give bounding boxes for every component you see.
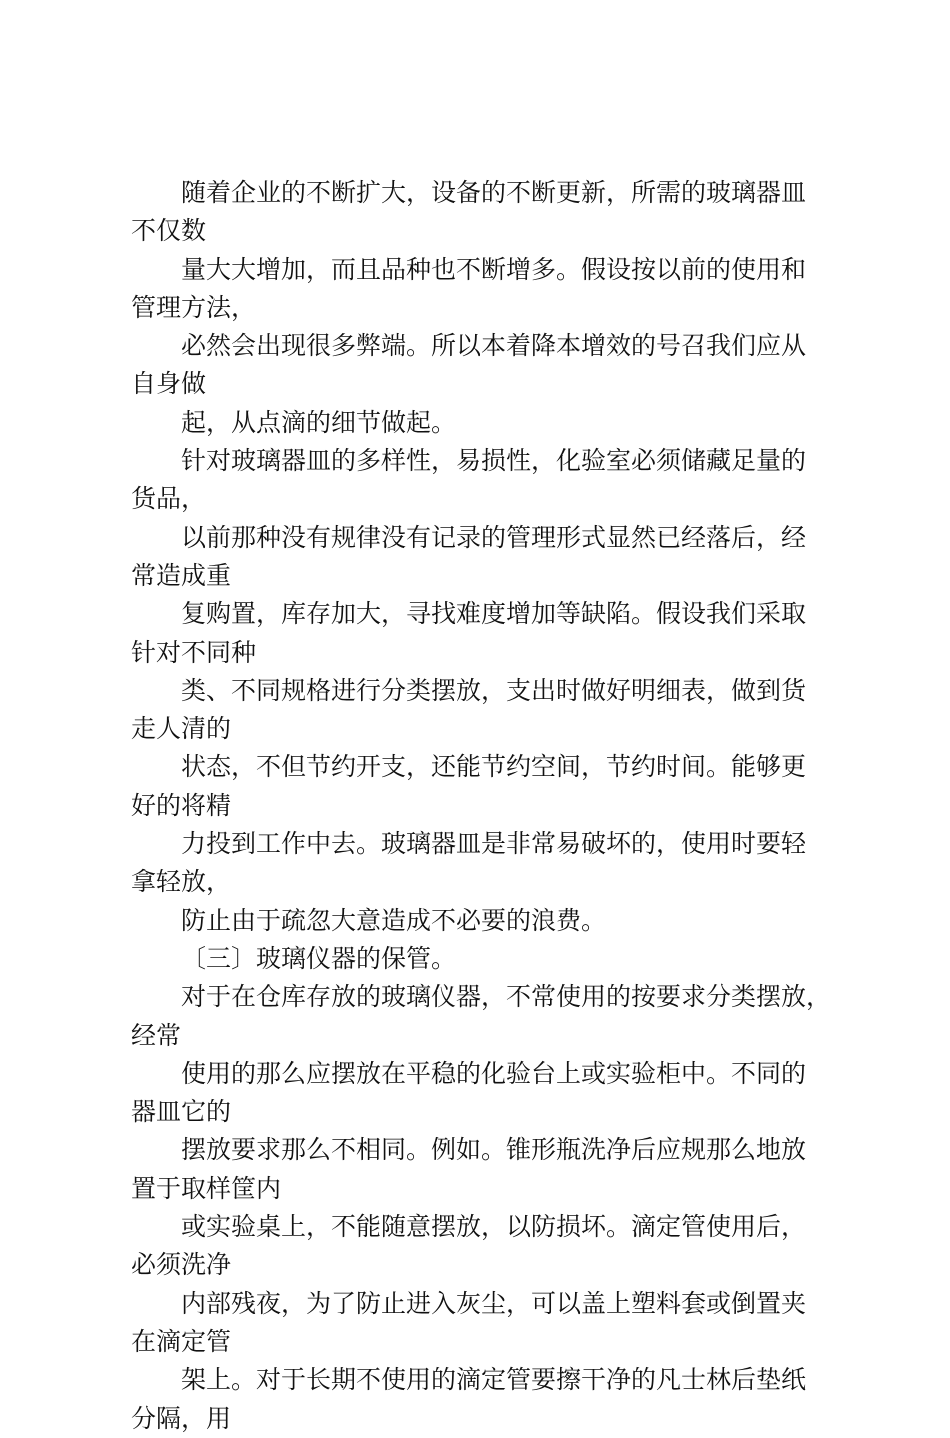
text-line: 状态，不但节约开支，还能节约空间，节约时间。能够更 [181, 752, 807, 782]
text-line: 或实验桌上，不能随意摆放，以防损坏。滴定管使用后， [181, 1212, 807, 1242]
text-line: 防止由于疏忽大意造成不必要的浪费。 [181, 905, 607, 935]
text-line: 管理方法， [131, 292, 257, 322]
text-line: 不仅数 [131, 216, 207, 246]
text-line: 置于取样筐内 [131, 1173, 282, 1203]
text-line: 针对玻璃器皿的多样性，易损性，化验室必须储藏足量的 [181, 446, 807, 476]
text-line: 针对不同种 [131, 637, 257, 667]
text-line: 以前那种没有规律没有记录的管理形式显然已经落后，经 [181, 522, 807, 552]
text-line: 对于在仓库存放的玻璃仪器，不常使用的按要求分类摆放， [181, 982, 832, 1012]
text-line: 自身做 [131, 369, 207, 399]
text-line: 必须洗净 [131, 1250, 232, 1280]
text-line: 分隔，用 [131, 1403, 232, 1433]
text-line: 必然会出现很多弊端。所以本着降本增效的号召我们应从 [181, 331, 807, 361]
text-line: 经常 [131, 1020, 182, 1050]
text-line: 走人清的 [131, 714, 232, 744]
text-line: 使用的那么应摆放在平稳的化验台上或实验柜中。不同的 [181, 1058, 807, 1088]
text-line: 随着企业的不断扩大，设备的不断更新，所需的玻璃器皿 [181, 178, 807, 207]
text-line: 摆放要求那么不相同。例如。锥形瓶洗净后应规那么地放 [181, 1135, 807, 1165]
text-line: 类、不同规格进行分类摆放，支出时做好明细表，做到货 [181, 675, 807, 705]
text-line: 力投到工作中去。玻璃器皿是非常易破坏的，使用时要轻 [181, 829, 807, 859]
text-line: 量大大增加，而且品种也不断增多。假设按以前的使用和 [181, 254, 807, 284]
text-line: 器皿它的 [131, 1097, 232, 1127]
text-line: 复购置，库存加大，寻找难度增加等缺陷。假设我们采取 [181, 599, 807, 629]
text-line: 架上。对于长期不使用的滴定管要擦干净的凡士林后垫纸 [181, 1365, 807, 1395]
text-line: 货品， [131, 484, 207, 514]
body-text [131, 174, 831, 1438]
text-line: 起，从点滴的细节做起。 [181, 407, 457, 437]
section-heading: 〔三〕玻璃仪器的保管。 [181, 943, 457, 973]
text-line: 好的将精 [131, 790, 232, 820]
text-line: 常造成重 [131, 560, 232, 590]
text-line: 拿轻放， [131, 867, 232, 897]
text-line: 在滴定管 [131, 1326, 232, 1356]
text-line: 内部残夜，为了防止进入灰尘，可以盖上塑料套或倒置夹 [181, 1288, 807, 1318]
